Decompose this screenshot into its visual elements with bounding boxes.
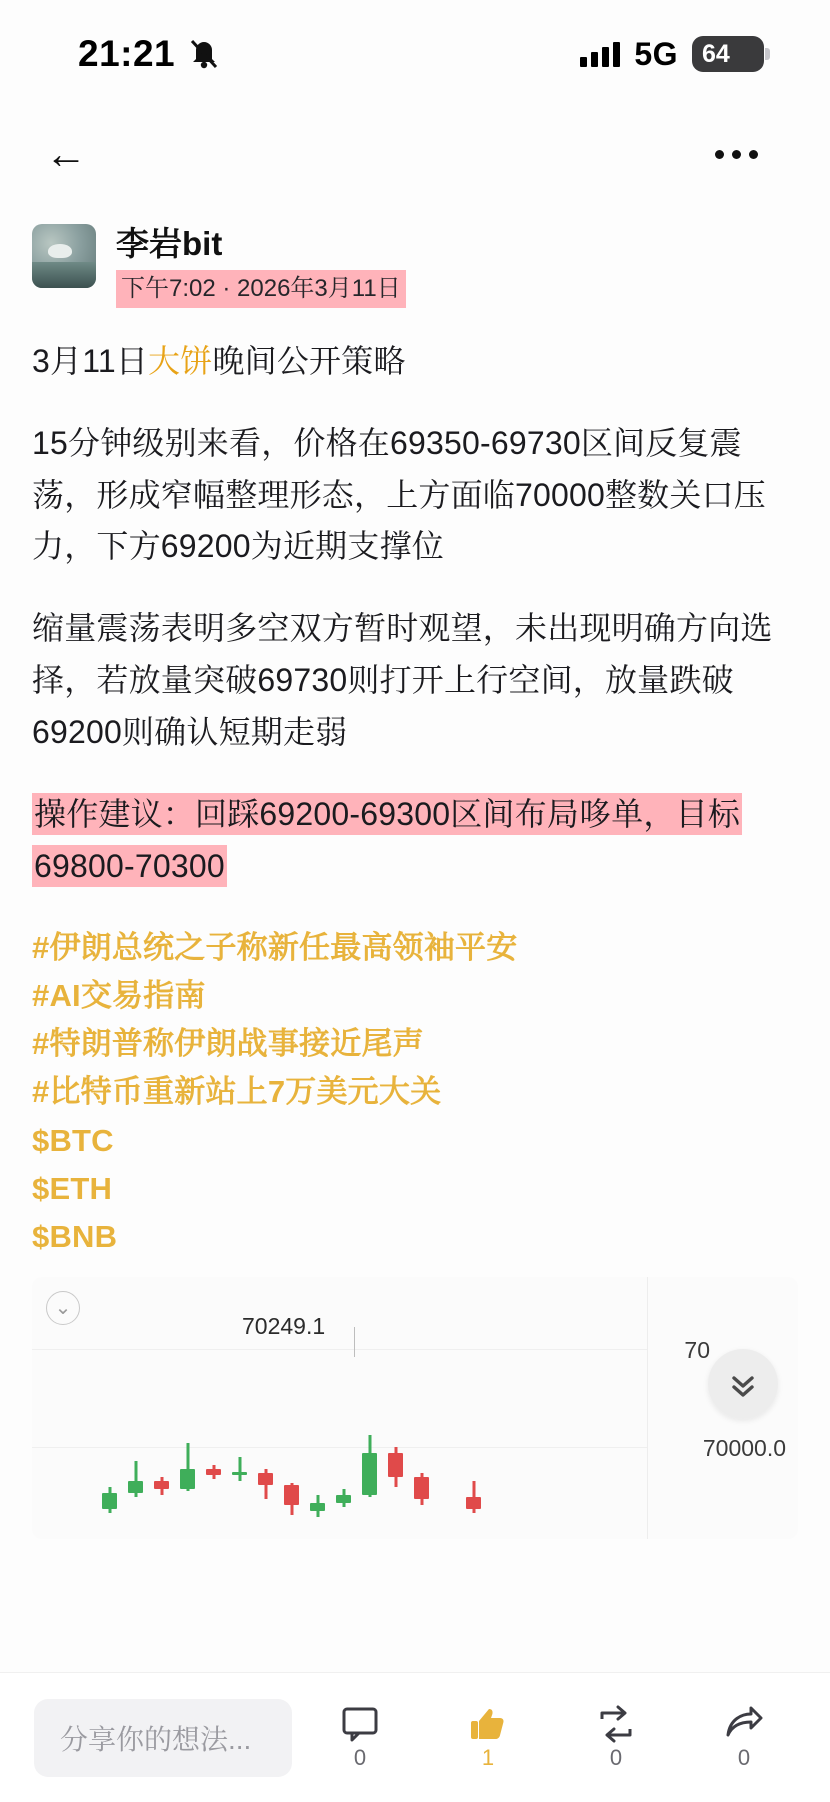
candlestick [206, 1359, 221, 1539]
network-type-label: 5G [634, 35, 678, 72]
post-title-prefix: 3月11日 [32, 342, 149, 379]
candlestick [414, 1359, 429, 1539]
post-timestamp: 下午7:02 · 2026年3月11日 [116, 270, 406, 308]
hashtag-item[interactable]: #比特币重新站上7万美元大关 [32, 1074, 442, 1110]
share-icon [724, 1705, 764, 1743]
post-body [32, 336, 798, 1259]
status-bar [0, 0, 830, 108]
battery-level-label: 64 [702, 39, 730, 68]
candlestick [128, 1359, 143, 1539]
signal-strength-icon [580, 41, 620, 67]
candlestick [258, 1359, 273, 1539]
nav-bar [0, 108, 830, 200]
hashtag-item[interactable]: #AI交易指南 [32, 978, 206, 1014]
like-count: 1 [481, 1744, 495, 1770]
more-options-icon[interactable] [705, 140, 768, 169]
ticker-item[interactable]: $BNB [32, 1218, 118, 1254]
post-paragraph-1: 15分钟级别来看，价格在69350-69730区间反复震荡，形成窄幅整理形态，上方面临70000整数关口压力，下方69200为近期支撑位 [32, 424, 766, 565]
like-button[interactable] [442, 1705, 534, 1771]
author-name[interactable]: 李岩bit [116, 225, 223, 262]
repost-count: 0 [609, 1744, 623, 1770]
candlestick [362, 1359, 377, 1539]
back-arrow-icon[interactable]: ← [45, 130, 87, 177]
candlestick [154, 1359, 169, 1539]
axis-tick-label: 70 [684, 1336, 710, 1363]
collapse-circle-icon[interactable]: ⌄ [46, 1291, 80, 1325]
ticker-item[interactable]: $ETH [32, 1170, 113, 1206]
avatar[interactable] [32, 224, 96, 288]
post-advice-text: 操作建议：回踩69200-69300区间布局哆单，目标69800-70300 [32, 793, 742, 887]
candlestick [310, 1359, 325, 1539]
candlestick [336, 1359, 351, 1539]
comment-input-placeholder: 分享你的想法... [60, 1723, 252, 1755]
ticker-item[interactable]: $BTC [32, 1122, 114, 1158]
post-paragraph-2: 缩量震荡表明多空双方暂时观望，未出现明确方向选择，若放量突破69730则打开上行空间，放量跌破69200则确认短期走弱 [32, 610, 773, 750]
repost-button[interactable] [570, 1705, 662, 1771]
comment-input[interactable] [34, 1699, 292, 1777]
bottom-action-bar [0, 1672, 830, 1802]
comment-button[interactable] [314, 1705, 406, 1771]
comment-count: 0 [353, 1744, 367, 1770]
chart-peak-label: 70249.1 [242, 1312, 326, 1339]
post-title-highlight: 大饼 [148, 342, 213, 379]
comment-icon [340, 1705, 380, 1743]
axis-tick-label: 70000.0 [702, 1434, 786, 1461]
status-time: 21:21 [78, 33, 176, 74]
status-bar-left [78, 33, 219, 75]
thumbs-up-icon [468, 1705, 508, 1743]
candlestick [284, 1359, 299, 1539]
chart-plot-area [32, 1277, 648, 1539]
chart-inner [32, 1277, 798, 1539]
candlestick [232, 1359, 247, 1539]
hashtag-list [32, 926, 798, 1258]
post-title [32, 336, 798, 388]
hashtag-item[interactable]: #伊朗总统之子称新任最高领袖平安 [32, 930, 518, 966]
action-buttons [314, 1705, 796, 1771]
post-advice [32, 789, 798, 893]
post-header-text [116, 224, 406, 308]
hashtag-item[interactable]: #特朗普称伊朗战事接近尾声 [32, 1026, 424, 1062]
share-button[interactable] [698, 1705, 790, 1771]
post-header [32, 224, 798, 308]
repost-icon [596, 1705, 636, 1743]
post-title-suffix: 晚间公开策略 [212, 342, 406, 379]
candlestick [466, 1359, 481, 1539]
price-chart-card[interactable] [32, 1277, 798, 1539]
bell-muted-icon [189, 37, 219, 71]
candlestick [388, 1359, 403, 1539]
candlestick [180, 1359, 195, 1539]
candlestick [102, 1359, 117, 1539]
candlestick-series [102, 1321, 647, 1539]
battery-indicator [692, 36, 764, 72]
chevron-down-double-icon[interactable] [708, 1349, 778, 1419]
share-count: 0 [737, 1744, 751, 1770]
post-content [0, 200, 830, 1672]
status-bar-right [580, 36, 764, 73]
